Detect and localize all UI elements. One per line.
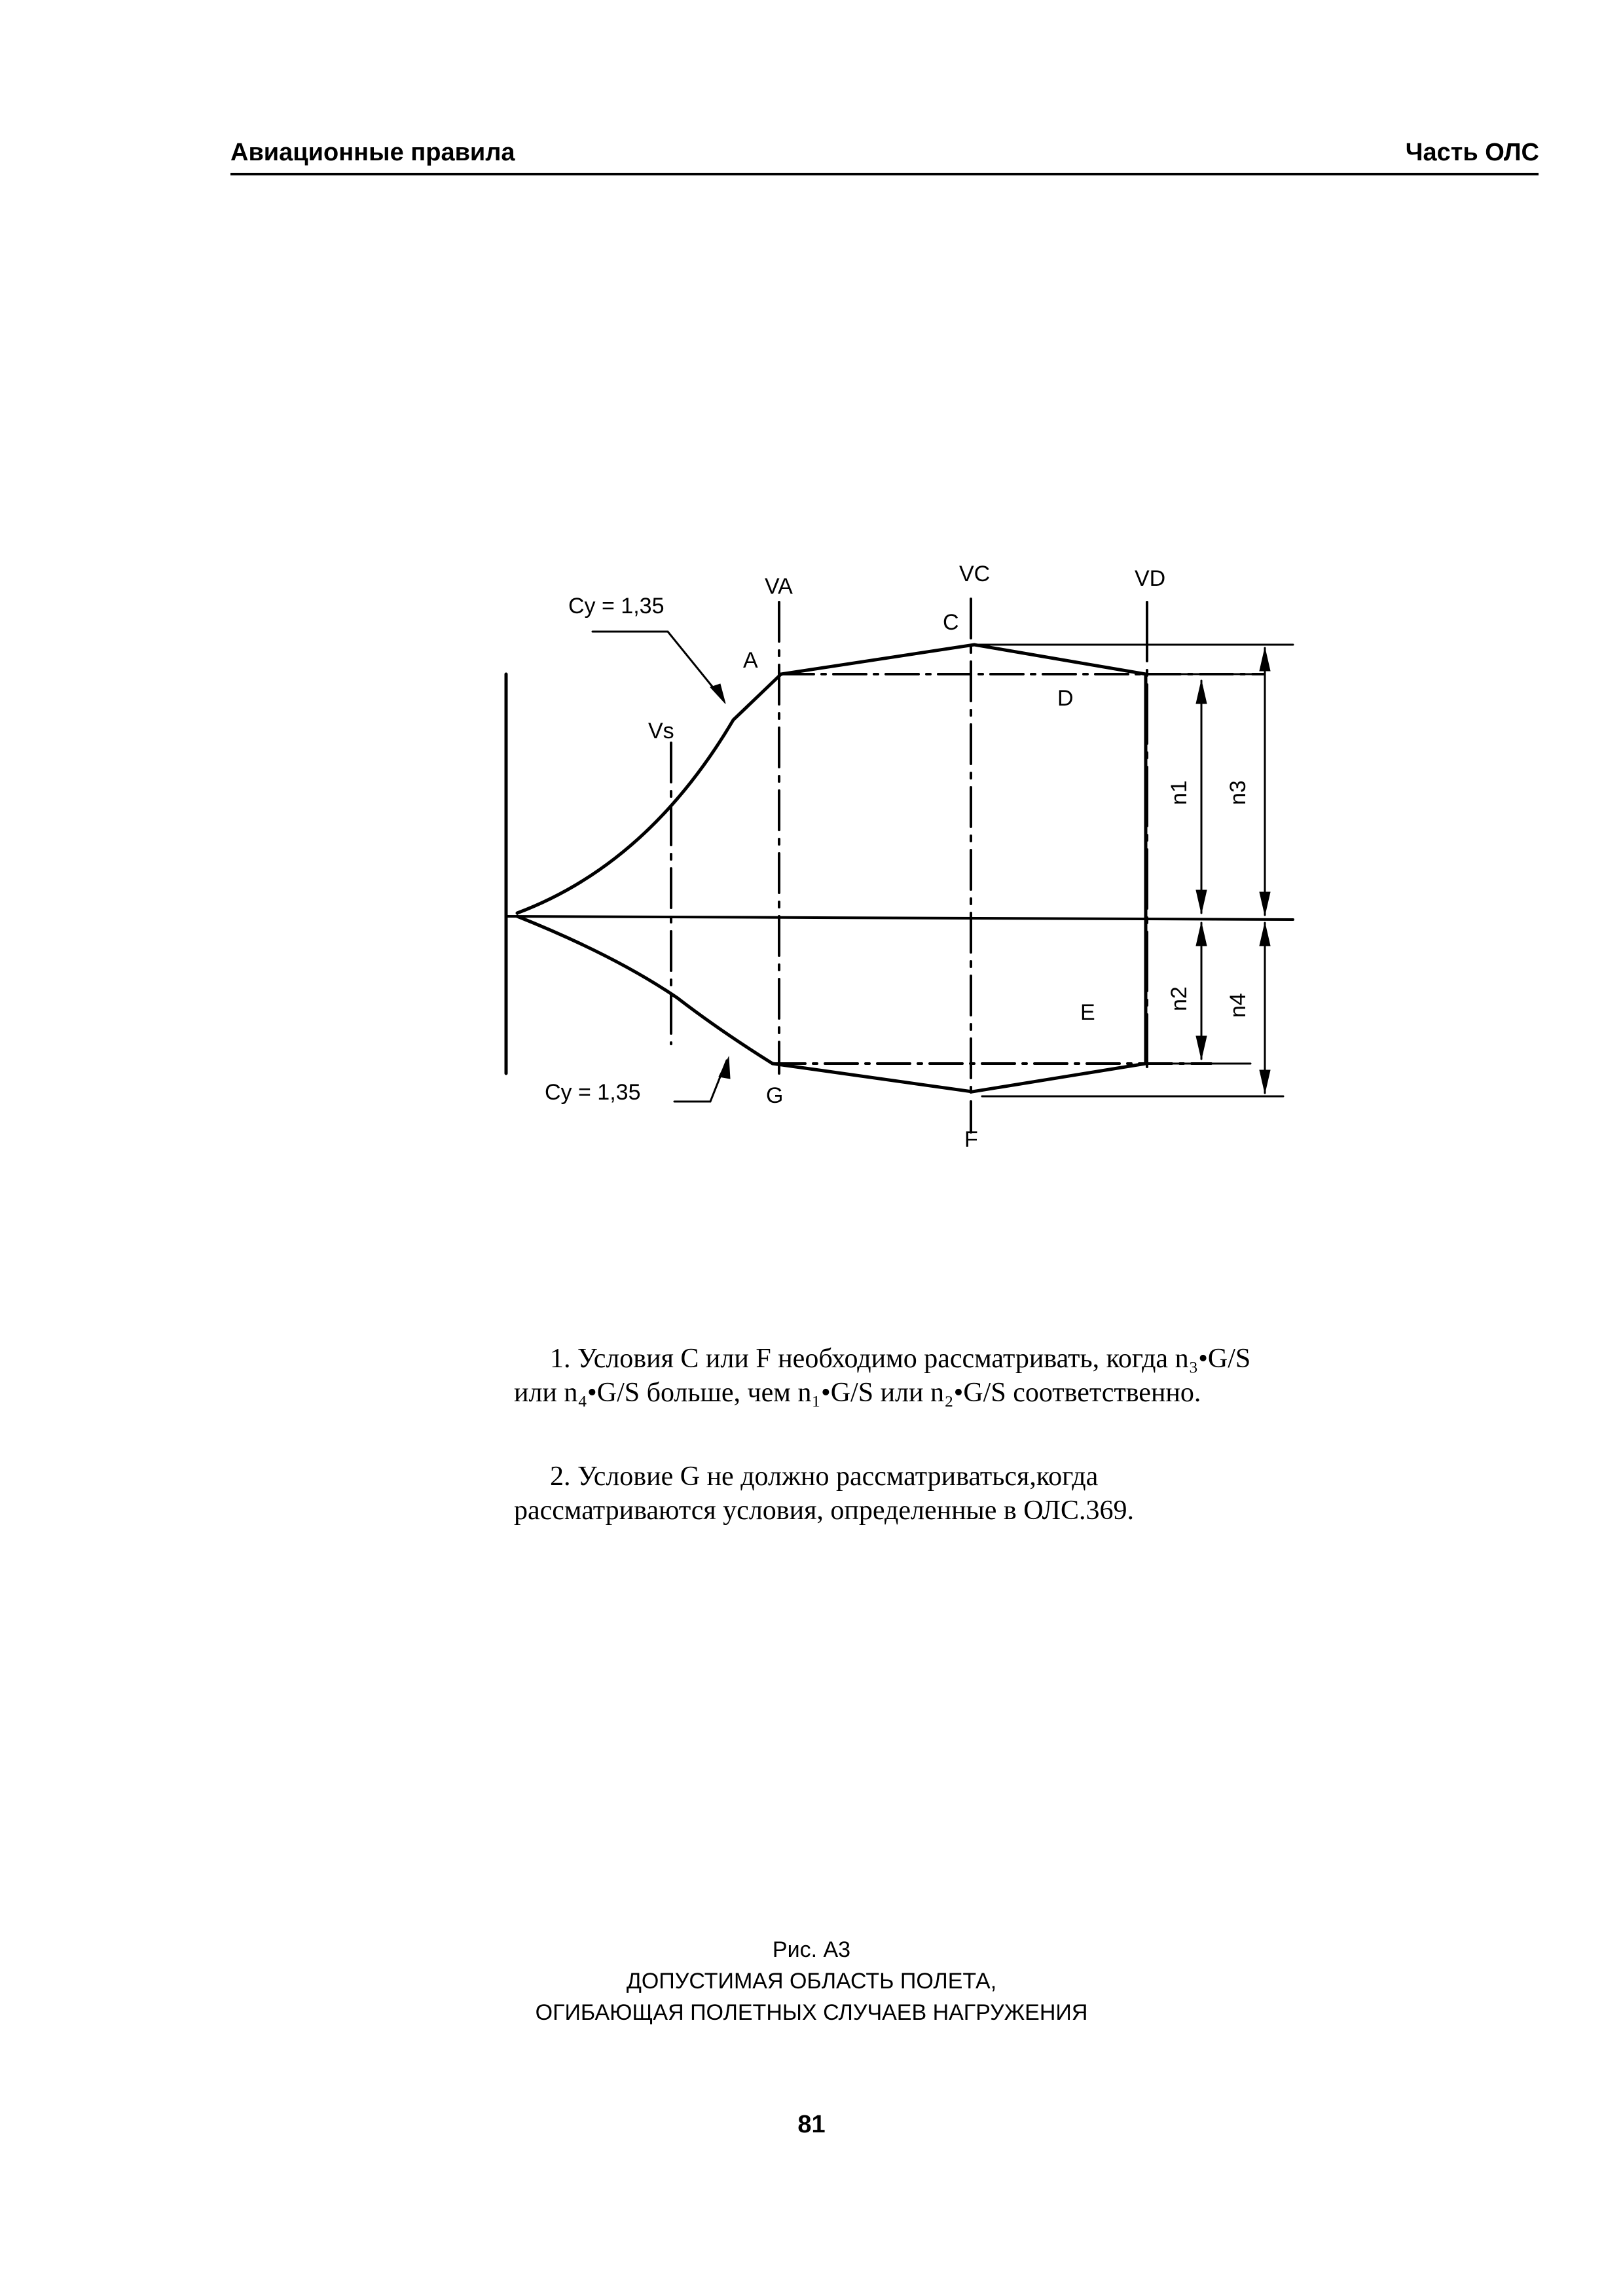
- note-2: [514, 1460, 1280, 1528]
- vs-label: Vs: [648, 719, 674, 744]
- n1-label: n1: [1167, 780, 1192, 805]
- running-header-part: Часть ОЛС: [1405, 139, 1539, 166]
- vd-label: VD: [1135, 566, 1166, 591]
- point-e-label: E: [1080, 1000, 1095, 1025]
- cy-bottom-leader: [674, 1060, 727, 1102]
- point-f-label: F: [964, 1127, 978, 1152]
- zero-line: [506, 916, 1293, 920]
- point-g-label: G: [766, 1083, 784, 1108]
- envelope-bottom-gfe: [773, 1064, 1146, 1092]
- n3-label: n3: [1226, 780, 1250, 805]
- positive-stall-curve: [517, 674, 781, 913]
- n4-arrow-top: [1260, 923, 1270, 946]
- n2-label: n2: [1167, 986, 1192, 1011]
- running-header-title: Авиационные правила: [230, 139, 515, 166]
- n3-arrow-bottom: [1260, 892, 1270, 915]
- n2-arrow-top: [1196, 923, 1207, 946]
- va-label: VA: [765, 574, 793, 599]
- n1-arrow-bottom: [1196, 890, 1207, 913]
- figure-number: Рис. А3: [772, 1937, 851, 1962]
- n4-arrow-bottom: [1260, 1070, 1270, 1093]
- point-a-label: A: [743, 648, 758, 673]
- note-1-text: 1. Условия C или F необходимо рассматривать, когда n₃•G/S или n₄•G/S больше, чем n₁•G/S или n₂•G/S соответственно.: [514, 1344, 1251, 1408]
- point-c-label: C: [943, 610, 959, 635]
- n4-label: n4: [1226, 993, 1250, 1018]
- note-1: [514, 1342, 1280, 1410]
- envelope-top-acd: [781, 645, 1146, 674]
- n3-arrow-top: [1260, 648, 1270, 671]
- note-2-text: 2. Условие G не должно рассматриваться,когда рассматриваются условия, определенные в ОЛС.369.: [514, 1462, 1134, 1526]
- n1-arrow-top: [1196, 681, 1207, 704]
- point-d-label: D: [1057, 686, 1074, 711]
- cy-top-label: Cy = 1,35: [568, 594, 665, 619]
- cy-bottom-label: Cy = 1,35: [545, 1080, 641, 1105]
- vc-label: VC: [959, 562, 991, 586]
- negative-stall-curve: [517, 916, 773, 1064]
- cy-bottom-arrow: [719, 1057, 730, 1079]
- n2-arrow-bottom: [1196, 1036, 1207, 1059]
- cy-top-arrow: [710, 684, 725, 704]
- cy-top-leader: [593, 632, 723, 700]
- figure-title-line-2: ОГИБАЮЩАЯ ПОЛЕТНЫХ СЛУЧАЕВ НАГРУЖЕНИЯ: [535, 2000, 1088, 2025]
- page-number: 81: [797, 2111, 826, 2138]
- figure-title-line-1: ДОПУСТИМАЯ ОБЛАСТЬ ПОЛЕТА,: [626, 1969, 997, 1994]
